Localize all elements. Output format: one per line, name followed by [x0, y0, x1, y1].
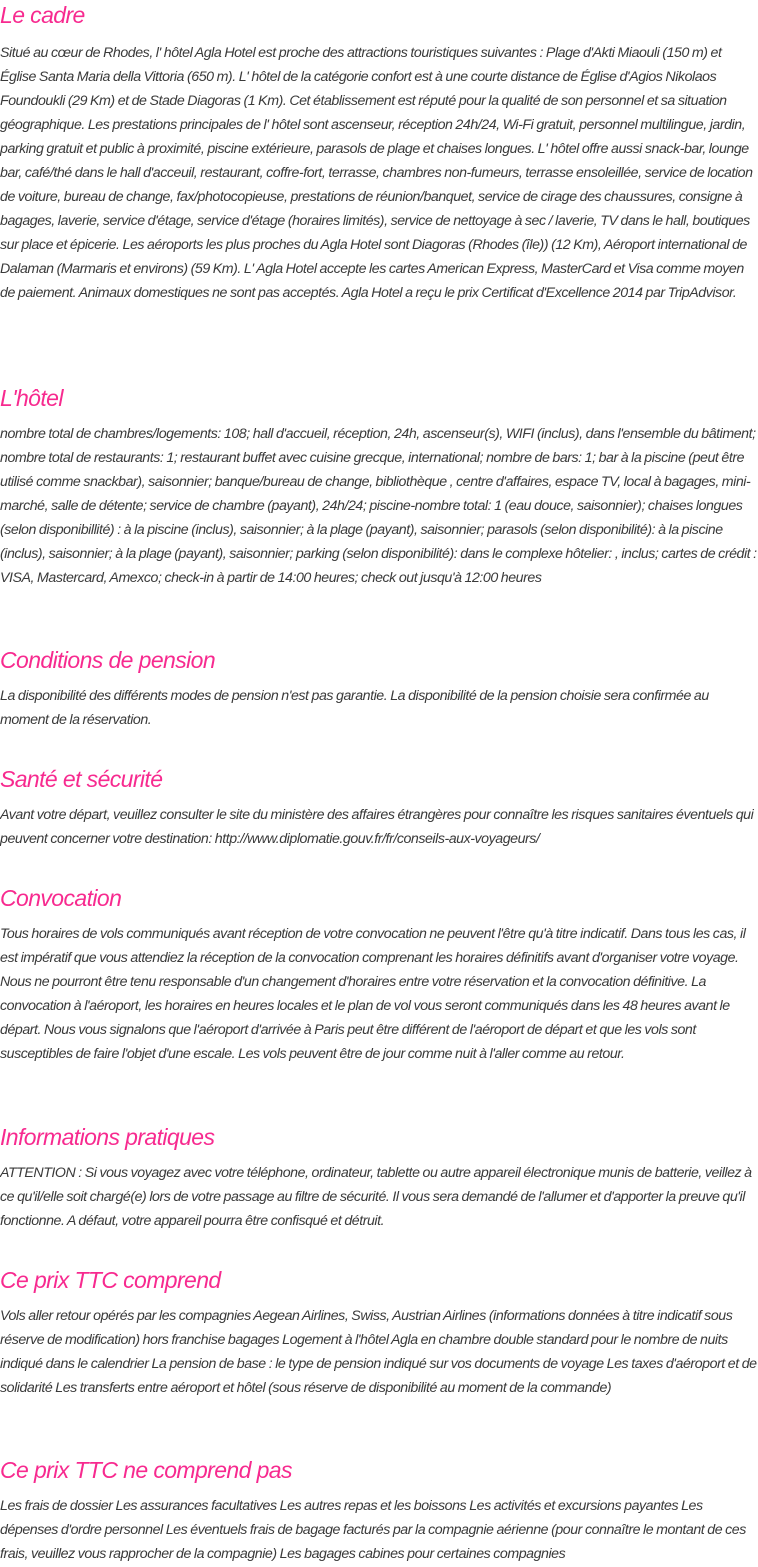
section-body: Tous horaires de vols communiqués avant réception de votre convocation ne peuvent l'être qu'à titre indicatif. Dans tous les cas, il est impératif que vous attendiez la réception de la convocation comprenant les horaires définitifs avant d'organiser votre voyage. Nous ne pourront être tenu responsable d'un changement d'horaires entre votre réservation et la convocation définitive. La convocation à l'aéroport, les horaires en heures locales et le plan de vol vous seront communiqués dans les 48 heures avant le départ. Nous vous signalons que l'aéroport d'arrivée à Paris peut être différent de l'aéroport de départ et que les vols sont susceptibles de faire l'objet d'une escale. Les vols peuvent être de jour comme nuit à l'aller comme au retour. — [0, 926, 746, 1062]
section-sante-et-securite — [0, 765, 758, 851]
section-body: ATTENTION : Si vous voyagez avec votre téléphone, ordinateur, tablette ou autre appareil électronique munis de batterie, veillez à ce qu'il/elle soit chargé(e) lors de votre passage au filtre de sécurité. Il vous sera demandé de l'allumer et d'apporter la preuve qu'il fonctionne. A défaut, votre appareil pourra être confisqué et détruit. — [0, 1165, 752, 1229]
section-le-cadre — [0, 1, 758, 305]
section-title: Ce prix TTC ne comprend pas — [0, 1457, 292, 1483]
section-title: Informations pratiques — [0, 1124, 215, 1150]
section-prix-ne-comprend-pas — [0, 1456, 758, 1566]
section-l-hotel — [0, 384, 758, 590]
section-title: Conditions de pension — [0, 647, 216, 673]
section-title: L'hôtel — [0, 385, 63, 411]
section-body: Vols aller retour opérés par les compagnies Aegean Airlines, Swiss, Austrian Airlines (informations données à titre indicatif sous réserve de modification) hors franchise bagages Logement à l'hôtel Agla en chambre double standard pour le nombre de nuits indiqué dans le calendrier La pension de base : le type de pension indiqué sur vos documents de voyage Les taxes d'aéroport et de solidarité Les transferts entre aéroport et hôtel (sous réserve de disponibilité au moment de la commande) — [0, 1308, 757, 1396]
section-title: Santé et sécurité — [0, 766, 163, 792]
section-title: Ce prix TTC comprend — [0, 1267, 221, 1293]
section-prix-comprend — [0, 1266, 758, 1400]
section-conditions-de-pension — [0, 646, 758, 732]
section-body: La disponibilité des différents modes de pension n'est pas garantie. La disponibilité de la pension choisie sera confirmée au moment de la réservation. — [0, 688, 709, 728]
section-body: Avant votre départ, veuillez consulter le site du ministère des affaires étrangères pour connaître les risques sanitaires éventuels qui peuvent concerner votre destination: http://www.diplomatie.gouv.fr/fr/conseils-aux-voyageurs/ — [0, 807, 754, 847]
section-body: Situé au cœur de Rhodes, l' hôtel Agla Hotel est proche des attractions touristiques suivantes : Plage d'Akti Miaouli (150 m) et Église Santa Maria della Vittoria (650 m). L' hôtel de la catégorie confort est à une courte distance de Église d'Agios Nikolaos Foundoukli (29 Km) et de Stade Diagoras (1 Km). Cet établissement est réputé pour la qualité de son personnel et sa situation géographique. Les prestations principales de l' hôtel sont ascenseur, réception 24h/24, Wi-Fi gratuit, personnel multilingue, jardin, parking gratuit et public à proximité, piscine extérieure, parasols de plage et chaises longues. L' hôtel offre aussi snack-bar, lounge bar, café/thé dans le hall d'acceuil, restaurant, coffre-fort, terrasse, chambres non-fumeurs, terrasse ensoleillée, service de location de voiture, bureau de change, fax/photocopieuse, prestations de réunion/banquet, service de cirage des chaussures, consigne à bagages, laverie, service d'étage, service d'étage (horaires limités), service de nettoyage à sec / laverie, TV dans le hall, boutiques sur place et épicerie. Les aéroports les plus proches du Agla Hotel sont Diagoras (Rhodes (île)) (12 Km), Aéroport international de Dalaman (Marmaris et environs) (59 Km). L' Agla Hotel accepte les cartes American Express, MasterCard et Visa comme moyen de paiement. Animaux domestiques ne sont pas acceptés. Agla Hotel a reçu le prix Certificat d'Excellence 2014 par TripAdvisor. — [0, 45, 753, 301]
section-body: Les frais de dossier Les assurances facultatives Les autres repas et les boissons Les activités et excursions payantes Les dépenses d'ordre personnel Les éventuels frais de bagage facturés par la compagnie aérienne (pour connaître le montant de ces frais, veuillez vous rapprocher de la compagnie) Les bagages cabines pour certaines compagnies — [0, 1498, 746, 1562]
section-informations-pratiques — [0, 1123, 758, 1233]
section-body: nombre total de chambres/logements: 108; hall d'accueil, réception, 24h, ascenseur(s), WIFI (inclus), dans l'ensemble du bâtiment; nombre total de restaurants: 1; restaurant buffet avec cuisine grecque, international; nombre de bars: 1; bar à la piscine (peut être utilisé comme snackbar), saisonnier; banque/bureau de change, bibliothèque , centre d'affaires, espace TV, local à bagages, mini-marché, salle de détente; service de chambre (payant), 24h/24; piscine-nombre total: 1 (eau douce, saisonnier); chaises longues (selon disponibillité) : à la piscine (inclus), saisonnier; à la plage (payant), saisonnier; parasols (selon disponibilité): à la piscine (inclus), saisonnier; à la plage (payant), saisonnier; parking (selon disponibilité): dans le complexe hôtelier: , inclus; cartes de crédit : VISA, Mastercard, Amexco; check-in à partir de 14:00 heures; check out jusqu'à 12:00 heures — [0, 426, 757, 586]
section-title: Convocation — [0, 885, 122, 911]
section-convocation — [0, 884, 758, 1066]
section-title: Le cadre — [0, 2, 85, 28]
